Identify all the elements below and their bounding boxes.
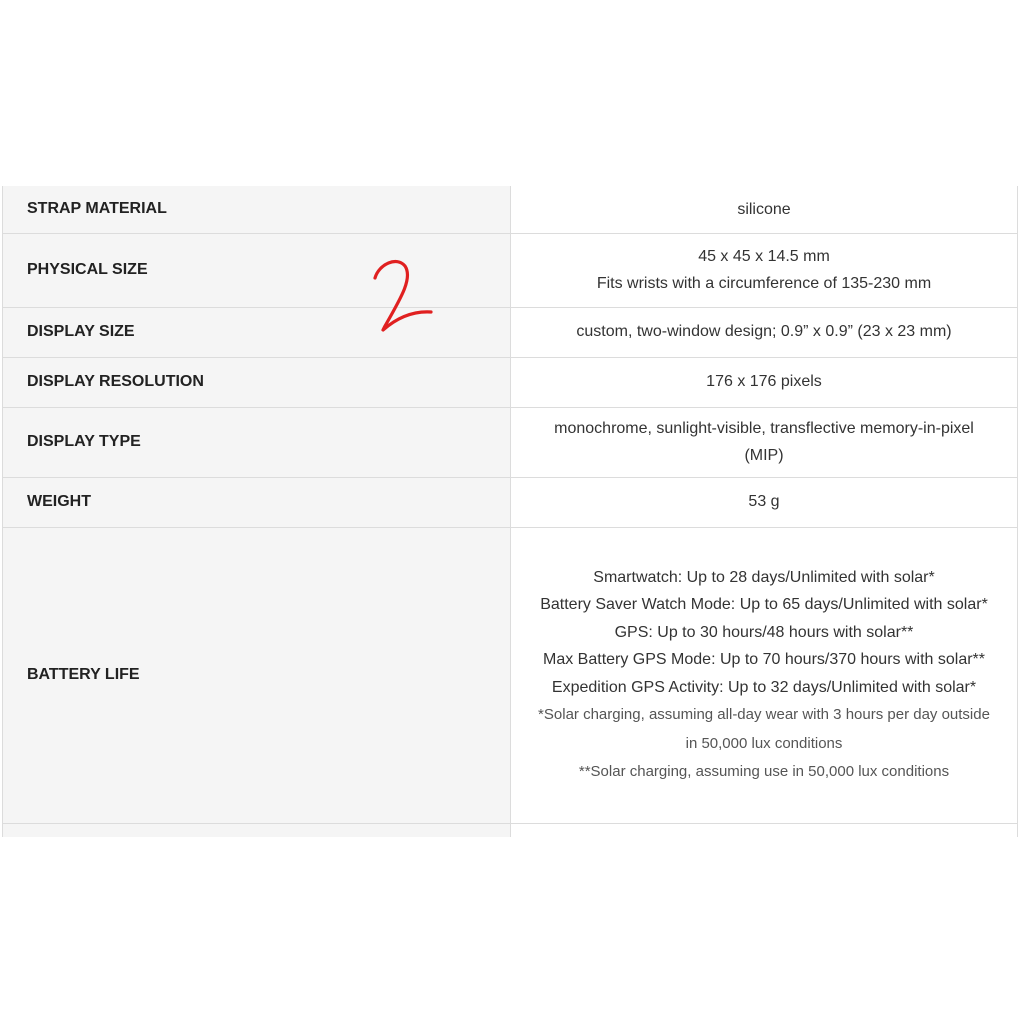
- spec-value: [511, 307, 1018, 357]
- spec-value-line: custom, two-window design; 0.9” x 0.9” (23 x 23 mm): [576, 323, 952, 341]
- spec-value-line: Fits wrists with a circumference of 135-230 mm: [596, 275, 932, 292]
- spec-row-empty: [3, 823, 1018, 837]
- spec-value: [511, 407, 1018, 477]
- spec-value: [511, 477, 1018, 527]
- spec-row-physical-size: [3, 233, 1018, 307]
- spec-row-display-resolution: [3, 357, 1018, 407]
- spec-value: [511, 357, 1018, 407]
- spec-label: PHYSICAL SIZE: [3, 233, 511, 307]
- spec-label: STRAP MATERIAL: [3, 186, 511, 233]
- spec-value-line: 176 x 176 pixels: [706, 373, 822, 391]
- spec-row-battery-life: [3, 527, 1018, 823]
- spec-value-line: 45 x 45 x 14.5 mm: [698, 247, 830, 265]
- spec-value: [511, 233, 1018, 307]
- spec-value-line: 53 g: [748, 493, 780, 511]
- spec-value-line: Smartwatch: Up to 28 days/Unlimited with solar*: [593, 568, 935, 586]
- spec-value-line: monochrome, sunlight-visible, transflective memory-in-pixel (MIP): [554, 419, 974, 464]
- spec-value-empty: [511, 823, 1018, 837]
- spec-value-line: silicone: [737, 200, 791, 218]
- spec-label: DISPLAY TYPE: [3, 407, 511, 477]
- spec-value: [511, 186, 1018, 233]
- spec-value-line: GPS: Up to 30 hours/48 hours with solar**: [614, 623, 914, 641]
- spec-value-line: Battery Saver Watch Mode: Up to 65 days/Unlimited with solar*: [540, 596, 988, 613]
- spec-row-weight: [3, 477, 1018, 527]
- spec-label-empty: [3, 823, 511, 837]
- spec-row-display-type: [3, 407, 1018, 477]
- spec-label: WEIGHT: [3, 477, 511, 527]
- spec-label: DISPLAY RESOLUTION: [3, 357, 511, 407]
- spec-label: DISPLAY SIZE: [3, 307, 511, 357]
- spec-footnote: **Solar charging, assuming use in 50,000 lux conditions: [578, 763, 950, 780]
- spec-row-display-size: [3, 307, 1018, 357]
- spec-label: BATTERY LIFE: [3, 527, 511, 823]
- handwritten-annotation: [365, 256, 435, 336]
- spec-value-line: Max Battery GPS Mode: Up to 70 hours/370 hours with solar**: [543, 651, 985, 668]
- spec-value-line: Expedition GPS Activity: Up to 32 days/Unlimited with solar*: [551, 678, 977, 696]
- spec-footnote: *Solar charging, assuming all-day wear with 3 hours per day outside in 50,000 lux conditions: [538, 706, 990, 752]
- spec-table: [2, 186, 1018, 837]
- spec-value: [511, 527, 1018, 823]
- spec-row-strap-material: [3, 186, 1018, 233]
